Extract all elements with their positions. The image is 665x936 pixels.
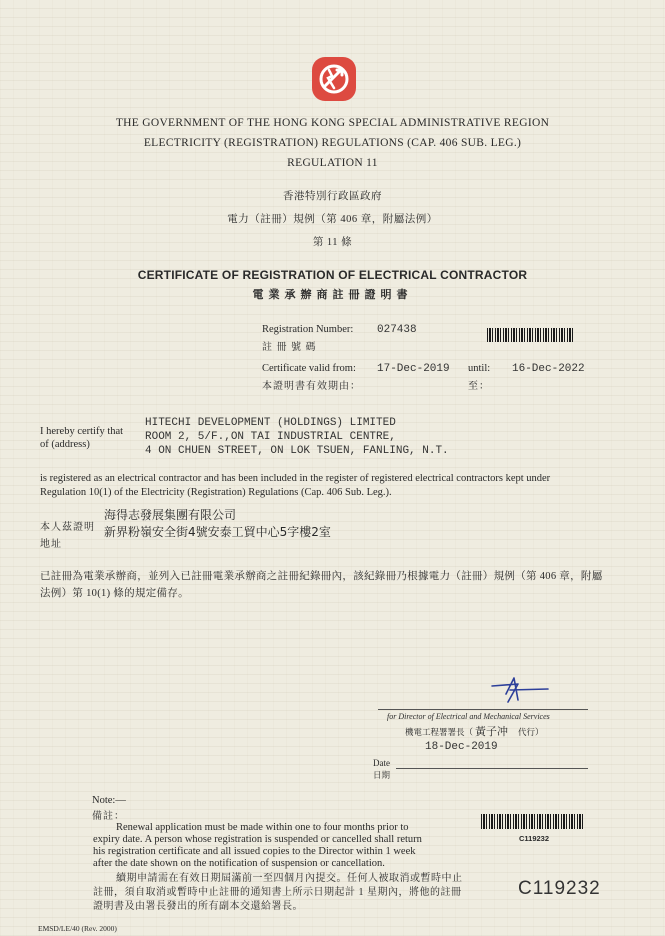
date-label-en: Date <box>373 758 390 768</box>
until-label: until: <box>468 363 491 374</box>
note-en-3: his registration certificate and all issued copies to the Director within 1 week <box>93 846 416 857</box>
note-zh-3: 證明書及由署長發出的所有副本交還給署長。 <box>93 901 303 912</box>
valid-from-date: 17-Dec-2019 <box>377 363 450 375</box>
serial-barcode-text: C119232 <box>519 834 550 843</box>
certify-label-zh: 本人茲證明 <box>40 522 95 533</box>
form-code: EMSD/LE/40 (Rev. 2000) <box>38 924 117 933</box>
signatory-label-zh-suffix: 代行） <box>518 727 544 737</box>
signature-line <box>378 709 588 710</box>
signer-name-zh: 黃子冲 <box>475 726 509 738</box>
registration-barcode <box>487 328 575 342</box>
address-label-zh: 地址 <box>40 539 62 550</box>
issue-date: 18-Dec-2019 <box>425 741 498 753</box>
statement-zh-2: 法例）第 10(1) 條的規定備存。 <box>40 588 189 599</box>
address-label-en: of (address) <box>40 439 90 450</box>
valid-from-label: Certificate valid from: <box>262 363 356 374</box>
note-en-2: expiry date. A person whose registration is suspended or cancelled shall return <box>93 834 422 845</box>
signatory-label-zh <box>405 723 544 739</box>
note-label-en: Note:— <box>92 795 126 806</box>
valid-from-label-zh: 本證明書有效期由： <box>262 381 361 392</box>
regulation-section-en: REGULATION 11 <box>287 157 378 169</box>
serial-barcode <box>481 814 585 829</box>
emsd-emblem-icon <box>311 56 357 102</box>
registration-number-label: Registration Number: <box>262 324 354 335</box>
registration-number-label-zh: 註 冊 號 碼 <box>262 342 317 353</box>
regulation-title-en: ELECTRICITY (REGISTRATION) REGULATIONS (CAP. 406 SUB. LEG.) <box>143 137 522 149</box>
note-zh-1: 續期申請需在有效日期屆滿前一至四個月內提交。任何人被取消或暫時中止 <box>116 873 463 884</box>
statement-zh-1: 已註冊為電業承辦商，並列入已註冊電業承辦商之註冊紀錄冊內，該紀錄冊乃根據電力（註冊）規例（第 406 章，附屬 <box>40 571 603 582</box>
certificate-title-zh: 電業承辦商註冊證明書 <box>252 289 413 301</box>
signatory-label-zh-prefix: 機電工程署署長（ <box>405 727 474 737</box>
statement-en-2: Regulation 10(1) of the Electricity (Registration) Regulations (Cap. 406 Sub. Leg.). <box>40 487 392 498</box>
signatory-label-en: for Director of Electrical and Mechanical Services <box>387 712 550 721</box>
address-line-2: 4 ON CHUEN STREET, ON LOK TSUEN, FANLING, N.T. <box>145 445 449 457</box>
director-signature <box>488 672 554 708</box>
registration-number: 027438 <box>377 324 417 336</box>
company-name-zh: 海得志發展集團有限公司 <box>104 508 237 522</box>
address-zh: 新界粉嶺安全街4號安泰工貿中心5字樓2室 <box>104 525 331 539</box>
regulation-section-zh: 第 11 條 <box>312 237 353 248</box>
company-name-en: HITECHI DEVELOPMENT (HOLDINGS) LIMITED <box>145 417 396 429</box>
certificate-title-en: CERTIFICATE OF REGISTRATION OF ELECTRICAL CONTRACTOR <box>137 268 528 282</box>
note-label-zh: 備註： <box>92 811 125 822</box>
address-line-1: ROOM 2, 5/F.,ON TAI INDUSTRIAL CENTRE, <box>145 431 396 443</box>
date-line <box>396 768 588 769</box>
serial-number: C119232 <box>518 878 601 899</box>
note-en-1: Renewal application must be made within one to four months prior to <box>116 822 409 833</box>
date-label-zh: 日期 <box>373 770 391 780</box>
valid-until-date: 16-Dec-2022 <box>512 363 585 375</box>
gov-title-zh: 香港特別行政區政府 <box>283 191 382 202</box>
regulation-title-zh: 電力（註冊）規例（第 406 章，附屬法例） <box>227 214 438 225</box>
gov-title-en: THE GOVERNMENT OF THE HONG KONG SPECIAL ADMINISTRATIVE REGION <box>115 117 550 129</box>
statement-en-1: is registered as an electrical contractor and has been included in the register of registered electrical contractors kept under <box>40 473 551 484</box>
note-en-4: after the date shown on the notification of suspension or cancellation. <box>93 858 385 869</box>
until-label-zh: 至： <box>468 381 490 392</box>
note-zh-2: 註冊，須自取消或暫時中止註冊的通知書上所示日期起計 1 星期內，將他的註冊 <box>93 887 462 898</box>
certify-label-en: I hereby certify that <box>40 426 124 437</box>
